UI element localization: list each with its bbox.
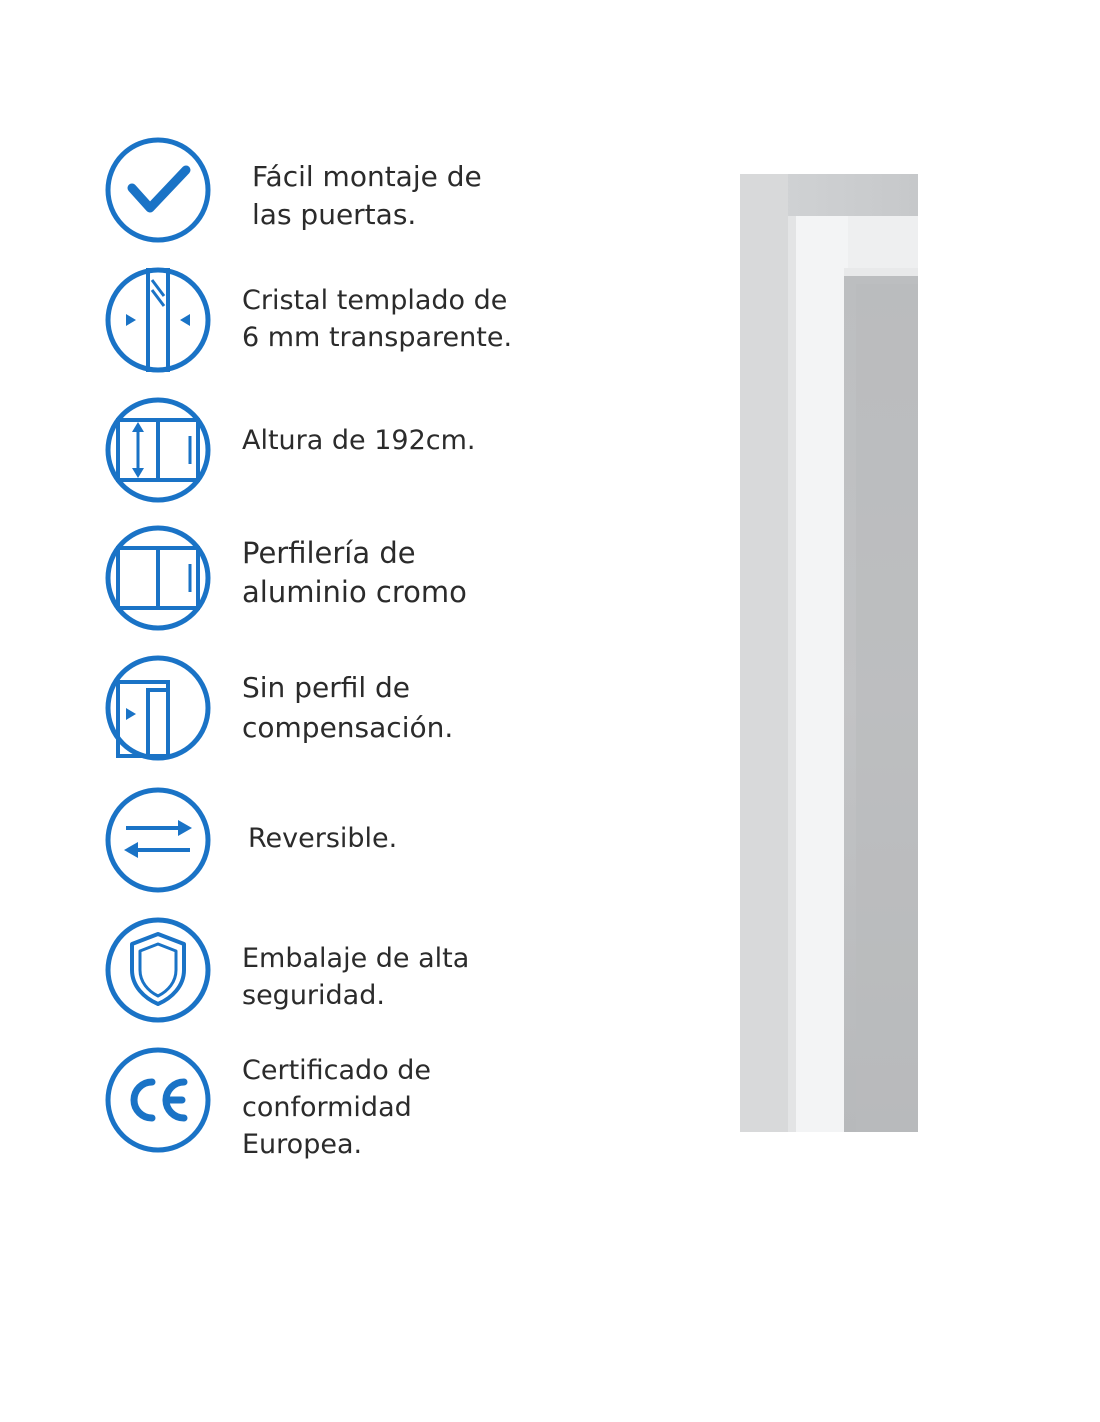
feature-label: Reversible. [248,823,398,854]
checkmark-circle-icon [104,136,212,244]
feature-easy-assembly [104,136,584,246]
feature-label: Altura de 192cm. [242,425,476,456]
feature-label: Certificado de conformidad Europea. [242,1055,432,1160]
shield-icon [104,916,212,1024]
feature-label: Embalaje de alta seguridad. [242,943,470,1011]
feature-secure-packaging [104,916,584,1026]
tempered-glass-icon [104,266,212,374]
no-compensation-profile-icon [104,654,212,762]
feature-tempered-glass [104,266,584,376]
feature-aluminium-profile [104,524,584,634]
feature-no-compensation-profile [104,654,584,764]
ce-mark-icon [104,1046,212,1154]
reversible-arrows-icon [104,786,212,894]
feature-label: Sin perfil de compensación. [242,671,454,744]
shower-door-profile-photo [740,174,918,1132]
feature-reversible [104,786,584,896]
feature-label: Fácil montaje de las puertas. [252,160,482,231]
feature-label: Perfilería de aluminio cromo [242,536,467,609]
aluminium-profile-icon [104,524,212,632]
height-icon [104,396,212,504]
feature-label: Cristal templado de 6 mm transparente. [242,285,513,353]
feature-height [104,396,584,506]
feature-ce-certificate [104,1046,584,1166]
